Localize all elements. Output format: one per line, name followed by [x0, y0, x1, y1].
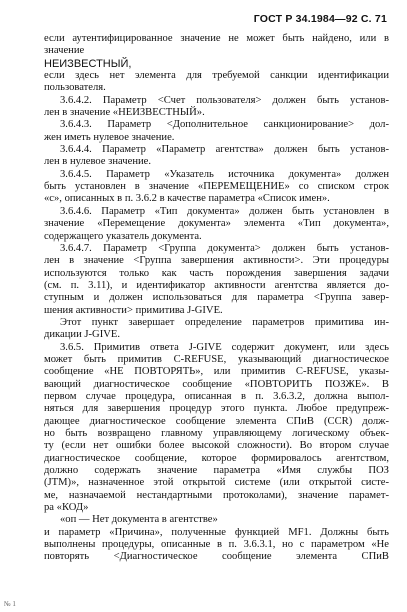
text-line: лен в нулевое значение. — [44, 156, 152, 168]
text-line: лен в значение <Группа завершения активности>. Эти процедуры — [44, 255, 389, 267]
text-line: ра «КОД» — [44, 502, 89, 514]
text-line: шения активности> примитива J-GIVE. — [44, 304, 223, 316]
text-line: дающее диагностическое сообщение элемента СПиВ (CCR) долж- — [44, 415, 389, 427]
page-header: ГОСТ Р 34.1984—92 С. 71 — [253, 13, 387, 25]
text-line: если здесь нет элемента для требуемой санкции идентификации — [44, 70, 389, 82]
text-line: 3.6.4.7. Параметр <Группа документа> должен быть установ- — [60, 242, 389, 254]
text-line: «оп — Нет документа в агентстве» — [60, 514, 218, 526]
text-line: (см. п. 3.11), и идентификатор активности агентства является до- — [44, 279, 389, 291]
text-line: НЕИЗВЕСТНЫЙ, — [44, 57, 132, 70]
text-line: 3.6.4.2. Параметр <Счет пользователя> должен быть установ- — [60, 94, 389, 106]
text-line: вающий диагностическое сообщение «ПОВТОРИТЬ ПОЗЖЕ». В — [44, 378, 389, 390]
text-line: может быть примитив C-REFUSE, указывающий диагностическое — [44, 353, 389, 365]
text-line: содержащего указатель документа. — [44, 230, 202, 242]
text-line: ступным и должен использоваться для параметра <Группа завер- — [44, 292, 389, 304]
text-line: диагностическое сообщение, которое формировалось агентством, — [44, 452, 389, 464]
text-line: повторять <Диагностическое сообщение элемента СПиВ — [44, 551, 389, 563]
text-line: быть установлен в значение «ПЕРЕМЕЩЕНИЕ» со списком строк — [44, 181, 389, 193]
text-line: значение — [44, 45, 85, 57]
page-footer-mark: № 1 — [4, 600, 16, 608]
text-line: 3.6.4.4. Параметр «Параметр агентства» должен быть установ- — [60, 144, 389, 156]
text-line: но быть возвращено главному управляющему логическому объек- — [44, 428, 389, 439]
document-body — [44, 33, 389, 564]
text-line: должно содержать значение параметра «Имя службы ПОЗ — [44, 465, 389, 477]
text-line: сообщение «НЕ ПОВТОРЯТЬ», или примитив C-REFUSE, указы- — [44, 366, 389, 378]
text-line: если аутентифицированное значение не может быть найдено, или в — [44, 33, 389, 44]
text-line: первом случае процедура, описанная в п. 3.6.3.2, должна выпол- — [44, 390, 389, 402]
text-line: значение «Перемещение документа» элемента «Тип документа», — [44, 218, 389, 230]
text-line: 3.6.4.3. Параметр <Дополнительное санкционирование> дол- — [60, 119, 389, 131]
text-line: «с», описанных в п. 3.6.2 в качестве параметра «Список имен». — [44, 193, 330, 205]
text-line: (JTM)», назначенное этой открытой системе (или открытой систе- — [44, 477, 389, 489]
text-line: лен в значение «НЕИЗВЕСТНЫЙ». — [44, 107, 205, 119]
text-line: няться для завершения процедур этого пункта. Любое предупреж- — [44, 403, 389, 415]
text-line: 3.6.4.5. Параметр «Указатель источника документа» должен — [60, 168, 389, 180]
text-line: ме, назначаемой нестандартными протоколами), значение парамет- — [44, 489, 389, 501]
text-line: 3.6.5. Примитив ответа J-GIVE содержит документ, или здесь — [60, 341, 389, 353]
text-line: жен иметь нулевое значение. — [44, 131, 175, 143]
text-line: выполнены процедуры, описанные в п. 3.6.3.1, но с параметром «Не — [44, 539, 389, 551]
text-line: и параметр «Причина», полученные функцией MF1. Должны быть — [44, 526, 389, 538]
text-line: используются только как часть порождения завершения задачи — [44, 267, 389, 279]
text-line: ту (если нет ошибки более высокой сложности). Во втором случае — [44, 440, 389, 452]
text-line: 3.6.4.6. Параметр «Тип документа» должен быть установлен в — [60, 205, 389, 217]
text-line: Этот пункт завершает определение параметров примитива ин- — [60, 316, 389, 328]
text-line: дикации J-GIVE. — [44, 329, 121, 341]
text-line: пользователя. — [44, 82, 106, 94]
